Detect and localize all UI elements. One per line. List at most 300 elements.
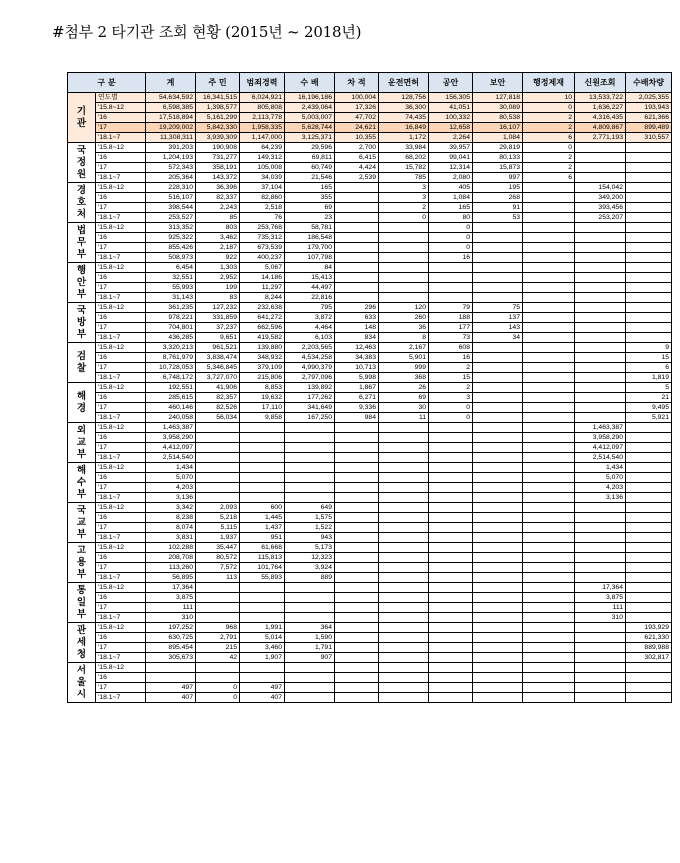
table-row — [68, 603, 672, 613]
value-cell: 91 — [473, 203, 523, 213]
value-cell — [335, 183, 379, 193]
agency-label: 해 수 부 — [68, 463, 96, 503]
value-cell: 99,041 — [429, 153, 473, 163]
value-cell — [523, 203, 575, 213]
value-cell — [575, 233, 626, 243]
value-cell — [626, 663, 672, 673]
value-cell: 3,958,290 — [146, 433, 196, 443]
value-cell: 361,235 — [146, 303, 196, 313]
value-cell — [626, 603, 672, 613]
period-cell: '18.1~7 — [96, 133, 146, 143]
value-cell — [523, 683, 575, 693]
period-cell: '17 — [96, 443, 146, 453]
value-cell: 331,859 — [196, 313, 240, 323]
value-cell: 600 — [240, 503, 285, 513]
agency-group — [68, 143, 672, 183]
value-cell — [575, 693, 626, 703]
period-cell: '16 — [96, 233, 146, 243]
value-cell — [429, 433, 473, 443]
period-cell: '16 — [96, 193, 146, 203]
value-cell: 137 — [473, 313, 523, 323]
value-cell — [379, 283, 429, 293]
value-cell: 889,988 — [626, 643, 672, 653]
value-cell: 704,801 — [146, 323, 196, 333]
value-cell: 240,058 — [146, 413, 196, 423]
value-cell: 17,364 — [146, 583, 196, 593]
value-cell: 127,818 — [473, 93, 523, 103]
value-cell — [196, 613, 240, 623]
value-cell — [575, 633, 626, 643]
value-cell: 3 — [429, 393, 473, 403]
value-cell — [285, 493, 335, 503]
value-cell: 4,412,097 — [146, 443, 196, 453]
value-cell — [429, 663, 473, 673]
value-cell: 2,167 — [379, 343, 429, 353]
table-row — [68, 323, 672, 333]
value-cell: 1,867 — [335, 383, 379, 393]
period-cell: '15.8~12 — [96, 263, 146, 273]
period-cell: '18.1~7 — [96, 333, 146, 343]
value-cell: 285,615 — [146, 393, 196, 403]
value-cell: 1,819 — [626, 373, 672, 383]
value-cell — [429, 693, 473, 703]
header-cell: 구 분 — [68, 73, 146, 93]
table-row — [68, 543, 672, 553]
value-cell — [575, 653, 626, 663]
period-cell: '17 — [96, 243, 146, 253]
table-row — [68, 563, 672, 573]
value-cell: 165 — [429, 203, 473, 213]
value-cell — [379, 613, 429, 623]
value-cell — [285, 663, 335, 673]
agency-group — [68, 93, 672, 143]
value-cell: 1,522 — [285, 523, 335, 533]
value-cell: 1,636,227 — [575, 103, 626, 113]
table-row — [68, 673, 672, 683]
value-cell — [626, 243, 672, 253]
value-cell: 188 — [429, 313, 473, 323]
value-cell — [429, 273, 473, 283]
value-cell: 208,708 — [146, 553, 196, 563]
value-cell — [379, 293, 429, 303]
value-cell: 7,572 — [196, 563, 240, 573]
value-cell: 167,250 — [285, 413, 335, 423]
value-cell: 120 — [379, 303, 429, 313]
value-cell — [626, 153, 672, 163]
value-cell: 630,725 — [146, 633, 196, 643]
table-row — [68, 483, 672, 493]
value-cell — [575, 553, 626, 563]
table-row — [68, 493, 672, 503]
value-cell — [626, 553, 672, 563]
value-cell — [575, 353, 626, 363]
value-cell: 197,252 — [146, 623, 196, 633]
value-cell — [335, 263, 379, 273]
value-cell — [429, 293, 473, 303]
value-cell: 3,136 — [575, 493, 626, 503]
value-cell — [523, 243, 575, 253]
value-cell: 139,880 — [240, 343, 285, 353]
value-cell: 5,218 — [196, 513, 240, 523]
value-cell: 56,034 — [196, 413, 240, 423]
value-cell — [523, 293, 575, 303]
value-cell — [473, 473, 523, 483]
value-cell — [575, 533, 626, 543]
value-cell: 8,244 — [240, 293, 285, 303]
value-cell — [626, 273, 672, 283]
value-cell: 5,842,330 — [196, 123, 240, 133]
agency-label: 행 안 부 — [68, 263, 96, 303]
value-cell: 1,791 — [285, 643, 335, 653]
value-cell: 4,424 — [335, 163, 379, 173]
value-cell — [523, 183, 575, 193]
value-cell — [523, 423, 575, 433]
period-cell: '18.1~7 — [96, 373, 146, 383]
value-cell: 41,906 — [196, 383, 240, 393]
value-cell: 922 — [196, 253, 240, 263]
value-cell: 253,527 — [146, 213, 196, 223]
table-row — [68, 573, 672, 583]
value-cell — [473, 383, 523, 393]
value-cell: 1,172 — [379, 133, 429, 143]
value-cell: 107,798 — [285, 253, 335, 263]
value-cell — [196, 673, 240, 683]
value-cell — [523, 483, 575, 493]
value-cell — [626, 333, 672, 343]
value-cell — [626, 173, 672, 183]
value-cell — [240, 423, 285, 433]
value-cell: 4,990,379 — [285, 363, 335, 373]
value-cell — [523, 303, 575, 313]
value-cell — [473, 593, 523, 603]
value-cell — [240, 603, 285, 613]
value-cell: 2,113,778 — [240, 113, 285, 123]
value-cell: 731,277 — [196, 153, 240, 163]
value-cell: 3,462 — [196, 233, 240, 243]
table-row — [68, 193, 672, 203]
value-cell: 1,084 — [473, 133, 523, 143]
table-row — [68, 233, 672, 243]
value-cell: 795 — [285, 303, 335, 313]
value-cell: 364 — [285, 623, 335, 633]
agency-group — [68, 183, 672, 223]
value-cell: 895,454 — [146, 643, 196, 653]
value-cell — [196, 483, 240, 493]
table-row — [68, 463, 672, 473]
period-cell: '15.8~12 — [96, 543, 146, 553]
value-cell: 379,109 — [240, 363, 285, 373]
value-cell: 148 — [335, 323, 379, 333]
value-cell: 608 — [429, 343, 473, 353]
value-cell — [335, 483, 379, 493]
value-cell — [575, 303, 626, 313]
table-row — [68, 293, 672, 303]
value-cell: 2 — [523, 163, 575, 173]
value-cell: 3,924 — [285, 563, 335, 573]
header-cell: 행정제재 — [523, 73, 575, 93]
table-row — [68, 213, 672, 223]
value-cell — [335, 533, 379, 543]
value-cell — [473, 563, 523, 573]
value-cell — [335, 493, 379, 503]
value-cell: 21,546 — [285, 173, 335, 183]
header-cell: 신원조회 — [575, 73, 626, 93]
value-cell: 33,984 — [379, 143, 429, 153]
value-cell: 76 — [240, 213, 285, 223]
value-cell — [626, 303, 672, 313]
value-cell: 10,728,053 — [146, 363, 196, 373]
period-cell: '16 — [96, 153, 146, 163]
value-cell: 31,143 — [146, 293, 196, 303]
value-cell — [626, 283, 672, 293]
value-cell — [379, 473, 429, 483]
value-cell — [429, 643, 473, 653]
value-cell — [285, 583, 335, 593]
value-cell: 1,434 — [575, 463, 626, 473]
value-cell — [379, 643, 429, 653]
value-cell: 1,445 — [240, 513, 285, 523]
table-row — [68, 513, 672, 523]
period-cell: '17 — [96, 603, 146, 613]
value-cell — [335, 643, 379, 653]
table-row — [68, 523, 672, 533]
period-cell: '16 — [96, 593, 146, 603]
value-cell: 2,791 — [196, 633, 240, 643]
table-row — [68, 693, 672, 703]
agency-label: 법 무 부 — [68, 223, 96, 263]
value-cell — [240, 593, 285, 603]
value-cell: 215,806 — [240, 373, 285, 383]
value-cell: 193,943 — [626, 103, 672, 113]
value-cell — [575, 503, 626, 513]
value-cell — [335, 573, 379, 583]
value-cell: 6,024,921 — [240, 93, 285, 103]
value-cell — [285, 483, 335, 493]
value-cell: 16,107 — [473, 123, 523, 133]
value-cell: 5,628,744 — [285, 123, 335, 133]
period-cell: '15.8~12 — [96, 583, 146, 593]
value-cell: 0 — [429, 223, 473, 233]
value-cell — [523, 283, 575, 293]
table-row — [68, 133, 672, 143]
value-cell — [285, 423, 335, 433]
value-cell — [379, 493, 429, 503]
value-cell: 2,700 — [335, 143, 379, 153]
value-cell — [335, 463, 379, 473]
value-cell — [335, 683, 379, 693]
value-cell — [240, 453, 285, 463]
agency-label: 고 용 부 — [68, 543, 96, 583]
value-cell: 3,939,309 — [196, 133, 240, 143]
value-cell — [523, 673, 575, 683]
value-cell: 80,133 — [473, 153, 523, 163]
agency-label: 통 일 부 — [68, 583, 96, 623]
period-cell: '15.8~12 — [96, 143, 146, 153]
value-cell — [196, 473, 240, 483]
value-cell — [379, 623, 429, 633]
value-cell: 10 — [523, 93, 575, 103]
value-cell: 68,202 — [379, 153, 429, 163]
value-cell — [523, 553, 575, 563]
value-cell: 785 — [379, 173, 429, 183]
agency-group — [68, 303, 672, 343]
value-cell: 199 — [196, 283, 240, 293]
value-cell: 393,456 — [575, 203, 626, 213]
value-cell: 80,538 — [473, 113, 523, 123]
value-cell — [379, 693, 429, 703]
value-cell: 3,831 — [146, 533, 196, 543]
value-cell — [335, 283, 379, 293]
period-cell: '17 — [96, 283, 146, 293]
value-cell — [285, 443, 335, 453]
value-cell — [240, 443, 285, 453]
agency-label: 서 울 시 — [68, 663, 96, 703]
value-cell: 149,312 — [240, 153, 285, 163]
period-cell: '16 — [96, 553, 146, 563]
value-cell — [379, 553, 429, 563]
value-cell: 35,447 — [196, 543, 240, 553]
value-cell — [626, 163, 672, 173]
value-cell: 228,310 — [146, 183, 196, 193]
value-cell: 8,238 — [146, 513, 196, 523]
value-cell — [626, 443, 672, 453]
value-cell: 2,093 — [196, 503, 240, 513]
value-cell: 55,893 — [240, 573, 285, 583]
value-cell: 3,838,474 — [196, 353, 240, 363]
value-cell: 192,551 — [146, 383, 196, 393]
table-row — [68, 663, 672, 673]
value-cell: 341,649 — [285, 403, 335, 413]
table-row — [68, 373, 672, 383]
value-cell — [523, 663, 575, 673]
table-row — [68, 153, 672, 163]
table-row — [68, 473, 672, 483]
period-cell: '17 — [96, 363, 146, 373]
value-cell: 16 — [429, 353, 473, 363]
value-cell: 115,813 — [240, 553, 285, 563]
value-cell: 1,303 — [196, 263, 240, 273]
value-cell: 0 — [196, 693, 240, 703]
value-cell: 11 — [379, 413, 429, 423]
period-cell: '15.8~12 — [96, 503, 146, 513]
value-cell — [523, 613, 575, 623]
value-cell — [473, 403, 523, 413]
value-cell — [285, 593, 335, 603]
value-cell — [575, 683, 626, 693]
table-row — [68, 343, 672, 353]
value-cell: 232,638 — [240, 303, 285, 313]
value-cell — [473, 503, 523, 513]
value-cell: 1,590 — [285, 633, 335, 643]
value-cell — [473, 513, 523, 523]
value-cell — [575, 263, 626, 273]
value-cell: 834 — [335, 333, 379, 343]
value-cell: 1,991 — [240, 623, 285, 633]
value-cell — [429, 683, 473, 693]
value-cell: 8,761,979 — [146, 353, 196, 363]
value-cell: 82,526 — [196, 403, 240, 413]
value-cell — [626, 463, 672, 473]
period-cell: '16 — [96, 393, 146, 403]
value-cell: 34,039 — [240, 173, 285, 183]
value-cell: 205,364 — [146, 173, 196, 183]
value-cell: 54,634,592 — [146, 93, 196, 103]
value-cell: 30,089 — [473, 103, 523, 113]
value-cell — [335, 273, 379, 283]
value-cell: 39,957 — [429, 143, 473, 153]
value-cell — [575, 663, 626, 673]
period-cell: '17 — [96, 643, 146, 653]
value-cell: 69,811 — [285, 153, 335, 163]
value-cell: 5,173 — [285, 543, 335, 553]
value-cell — [523, 543, 575, 553]
value-cell — [429, 263, 473, 273]
value-cell — [575, 163, 626, 173]
value-cell — [523, 633, 575, 643]
value-cell: 22,816 — [285, 293, 335, 303]
table-row — [68, 443, 672, 453]
value-cell: 58,781 — [285, 223, 335, 233]
value-cell: 2 — [523, 153, 575, 163]
value-cell: 355 — [285, 193, 335, 203]
value-cell: 143 — [473, 323, 523, 333]
value-cell — [473, 233, 523, 243]
value-cell — [523, 393, 575, 403]
value-cell — [473, 623, 523, 633]
period-cell: '15.8~12 — [96, 223, 146, 233]
value-cell — [379, 223, 429, 233]
value-cell: 3,727,070 — [196, 373, 240, 383]
value-cell: 3 — [379, 183, 429, 193]
value-cell — [626, 693, 672, 703]
value-cell: 302,817 — [626, 653, 672, 663]
value-cell — [379, 583, 429, 593]
value-cell — [379, 673, 429, 683]
value-cell: 15 — [429, 373, 473, 383]
value-cell: 1,434 — [146, 463, 196, 473]
value-cell — [335, 563, 379, 573]
value-cell: 4,316,435 — [575, 113, 626, 123]
agency-label: 국 정 원 — [68, 143, 96, 183]
header-cell: 운전면허 — [379, 73, 429, 93]
table-row — [68, 623, 672, 633]
value-cell — [523, 533, 575, 543]
value-cell — [626, 503, 672, 513]
value-cell: 101,764 — [240, 563, 285, 573]
value-cell: 419,582 — [240, 333, 285, 343]
table-row — [68, 533, 672, 543]
value-cell: 4,534,258 — [285, 353, 335, 363]
period-cell: '17 — [96, 523, 146, 533]
value-cell — [473, 603, 523, 613]
table-row — [68, 403, 672, 413]
value-cell: 215 — [196, 643, 240, 653]
value-cell — [429, 573, 473, 583]
value-cell: 460,146 — [146, 403, 196, 413]
table-row — [68, 303, 672, 313]
value-cell: 128,756 — [379, 93, 429, 103]
value-cell: 61,668 — [240, 543, 285, 553]
table-row — [68, 163, 672, 173]
value-cell — [523, 493, 575, 503]
value-cell — [523, 413, 575, 423]
value-cell: 21 — [626, 393, 672, 403]
value-cell — [575, 173, 626, 183]
value-cell: 19,209,002 — [146, 123, 196, 133]
value-cell: 1,437 — [240, 523, 285, 533]
value-cell — [575, 143, 626, 153]
value-cell — [523, 343, 575, 353]
